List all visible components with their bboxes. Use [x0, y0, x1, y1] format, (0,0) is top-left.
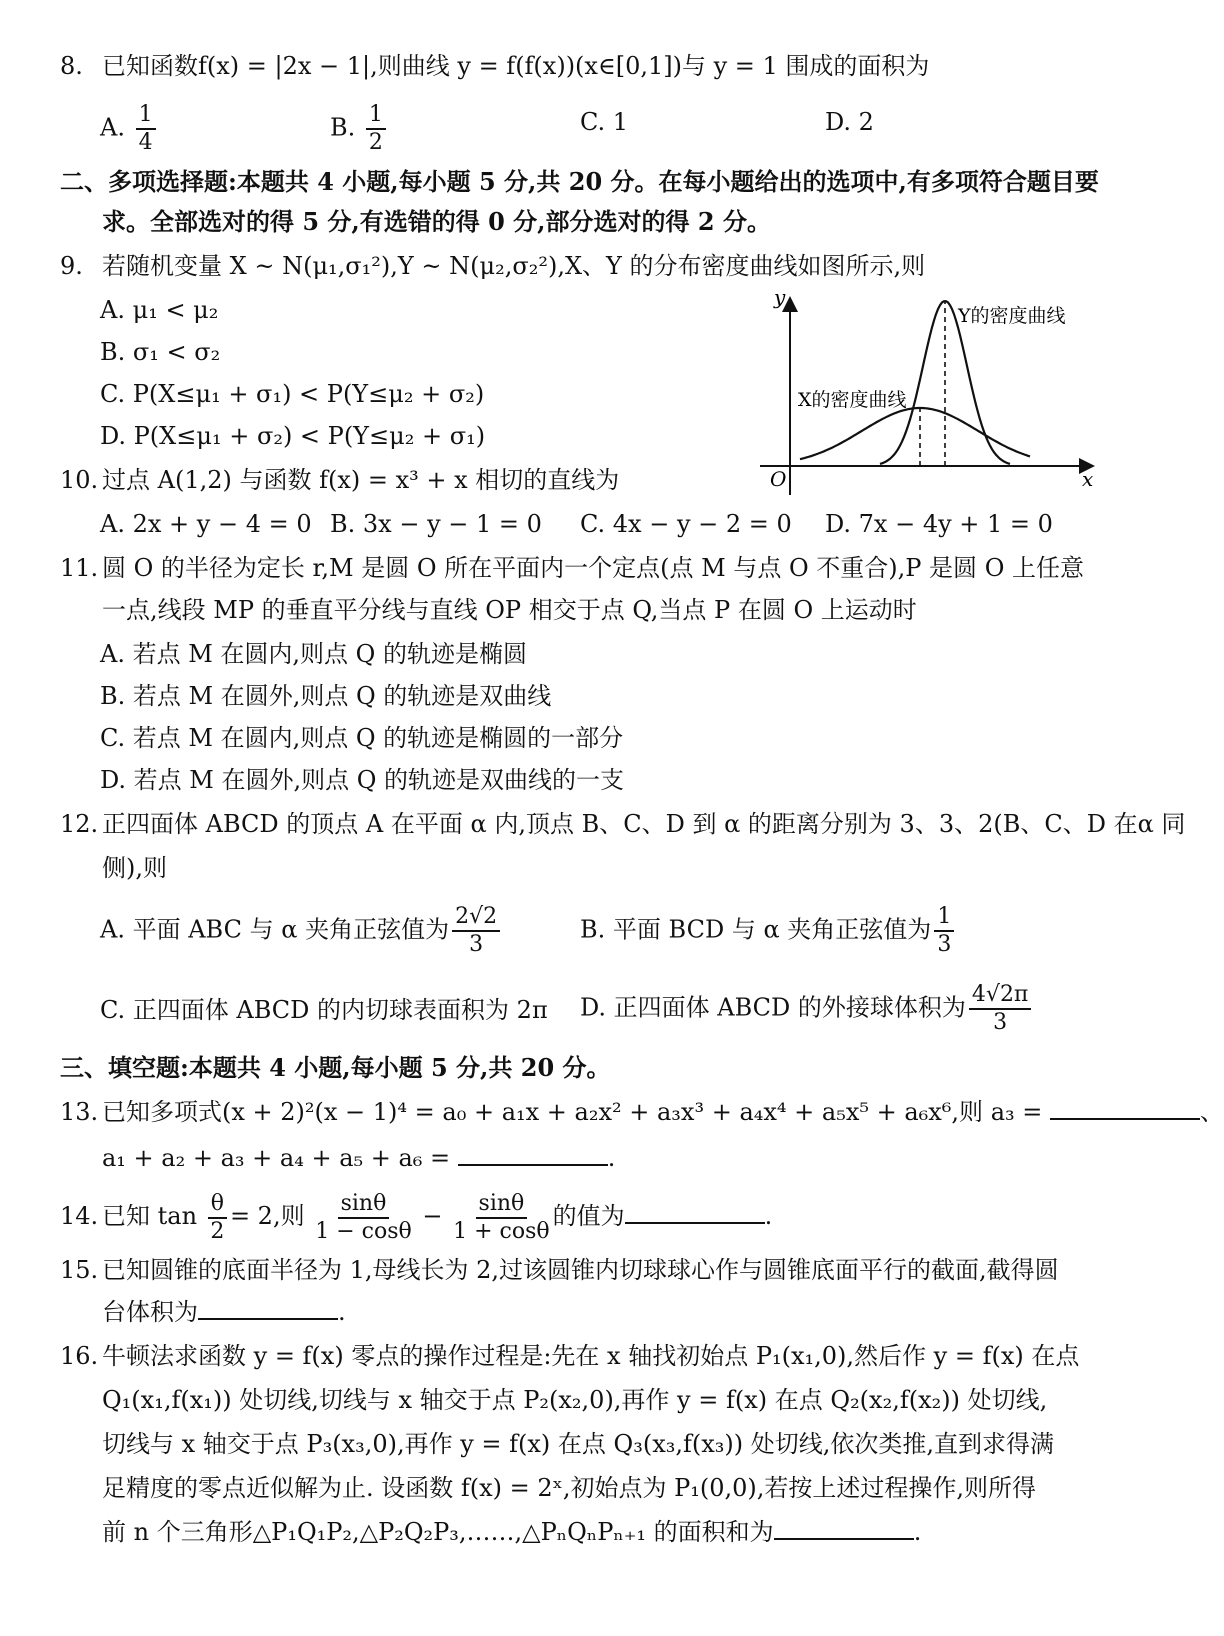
q8-stem: 已知函数f(x) = |2x − 1|,则曲线 y = f(f(x))(x∈[0,1])与 y = 1 围成的面积为 [102, 52, 930, 80]
q14-half-angle-fraction [208, 1190, 227, 1244]
q16-line5-end: . [913, 1518, 922, 1546]
q12-option-d [580, 984, 1034, 1034]
fraction-numerator: 2√2 [452, 906, 500, 932]
q9-option-a: A. μ₁ < μ₂ [100, 296, 219, 324]
fraction-numerator: 1 [934, 906, 954, 932]
q16-blank[interactable] [774, 1516, 914, 1540]
q11-line1 [60, 552, 1084, 584]
q11-line2: 一点,线段 MP 的垂直平分线与直线 OP 相交于点 Q,当点 P 在圆 O 上运动时 [102, 596, 917, 624]
q8-option-a-label: A. [100, 113, 125, 142]
q15-stem-line1: 已知圆锥的底面半径为 1,母线长为 2,过该圆锥内切球球心作与圆锥底面平行的截面,截得圆 [102, 1256, 1059, 1284]
q8-option-b-fraction [366, 104, 386, 154]
q13-line2-end: . [607, 1144, 616, 1172]
q9-stem: 若随机变量 X ~ N(μ₁,σ₁²),Y ~ N(μ₂,σ₂²),X、Y 的分布密度曲线如图所示,则 [102, 252, 926, 280]
q16-line3: 切线与 x 轴交于点 P₃(x₃,0),再作 y = f(x) 在点 Q₃(x₃,f(x₃)) 处切线,依次类推,直到求得满 [102, 1430, 1055, 1458]
q8-option-b-label: B. [330, 113, 356, 142]
q8-option-d [825, 106, 874, 138]
fraction-denominator: 3 [937, 932, 952, 957]
q14-line [60, 1190, 772, 1243]
fraction-numerator: 4√2π [969, 984, 1031, 1010]
q12-stem-line1: 正四面体 ABCD 的顶点 A 在平面 α 内,顶点 B、C、D 到 α 的距离分别为 3、3、2(B、C、D 在α 同 [102, 810, 1186, 838]
q8-option-a-fraction [136, 104, 156, 154]
x-density-curve [800, 408, 1030, 459]
fraction-denominator: 2 [368, 130, 383, 155]
q14-fraction-1 [315, 1190, 412, 1244]
section3-heading: 三、填空题:本题共 4 小题,每小题 5 分,共 20 分。 [60, 1053, 611, 1082]
q12-number: 12. [60, 810, 99, 838]
q11-option-d: D. 若点 M 在圆外,则点 Q 的轨迹是双曲线的一支 [100, 766, 625, 794]
q10-number: 10. [60, 466, 99, 494]
q10-stem: 过点 A(1,2) 与函数 f(x) = x³ + x 相切的直线为 [102, 466, 620, 494]
q12-option-a-fraction [452, 906, 500, 956]
q12-option-d-text: D. 正四面体 ABCD 的外接球体积为 [580, 993, 966, 1022]
q8-option-d-text: 2 [858, 108, 874, 136]
q15-number: 15. [60, 1256, 99, 1284]
fraction-denominator: 3 [993, 1010, 1008, 1035]
q12-option-b-text: B. 平面 BCD 与 α 夹角正弦值为 [580, 915, 932, 944]
q12-line1 [60, 808, 1185, 840]
q12-option-c: C. 正四面体 ABCD 的内切球表面积为 2π [100, 996, 548, 1024]
q12-line2: 侧),则 [102, 854, 167, 882]
q14-fraction-2 [453, 1190, 550, 1244]
fraction-denominator: 2 [210, 1218, 225, 1244]
q13-stem-line2: a₁ + a₂ + a₃ + a₄ + a₅ + a₆ = [102, 1144, 451, 1172]
q9-option-c: C. P(X≤μ₁ + σ₁) < P(Y≤μ₂ + σ₂) [100, 380, 485, 408]
q16-line1 [60, 1340, 1079, 1372]
q8-option-d-label: D. [825, 108, 852, 136]
q8-option-c-text: 1 [612, 108, 629, 136]
q10-stem-line [60, 464, 619, 496]
q11-number: 11. [60, 554, 99, 582]
q16-number: 16. [60, 1342, 99, 1370]
q12-option-b-fraction [934, 906, 954, 956]
q8-stem-line [60, 50, 929, 82]
q9-number: 9. [60, 252, 83, 280]
q16-stem-line5: 前 n 个三角形△P₁Q₁P₂,△P₂Q₂P₃,……,△PₙQₙPₙ₊₁ 的面积和为 [102, 1518, 774, 1546]
q11-stem-line1: 圆 O 的半径为定长 r,M 是圆 O 所在平面内一个定点(点 M 与点 O 不重合),P 是圆 O 上任意 [102, 554, 1084, 582]
q16-line4: 足精度的零点近似解为止. 设函数 f(x) = 2ˣ,初始点为 P₁(0,0),若按上述过程操作,则所得 [102, 1474, 1037, 1502]
q15-line2 [102, 1296, 346, 1328]
q14-pre-text: 已知 tan [102, 1202, 198, 1230]
q8-option-c-label: C. [580, 108, 606, 136]
q13-stem-line1: 已知多项式(x + 2)²(x − 1)⁴ = a₀ + a₁x + a₂x² + a₃x³ + a₄x⁴ + a₅x⁵ + a₆x⁶,则 a₃ = [102, 1098, 1043, 1126]
y-curve-label: Y的密度曲线 [958, 305, 1066, 327]
origin-label: O [770, 467, 787, 491]
q11-option-a: A. 若点 M 在圆内,则点 Q 的轨迹是椭圆 [100, 640, 527, 668]
q12-option-a [100, 906, 503, 956]
q10-option-d: D. 7x − 4y + 1 = 0 [825, 510, 1053, 538]
fraction-numerator: θ [208, 1193, 227, 1219]
q14-blank[interactable] [625, 1200, 765, 1224]
q14-number: 14. [60, 1202, 99, 1230]
fraction-denominator: 3 [469, 932, 484, 957]
section2-heading-line1: 二、多项选择题:本题共 4 小题,每小题 5 分,共 20 分。在每小题给出的选项中,有多项符合题目要 [60, 167, 1099, 196]
q10-option-c: C. 4x − y − 2 = 0 [580, 510, 792, 538]
density-curves-figure [760, 285, 1100, 505]
q13-blank-2[interactable] [458, 1142, 608, 1166]
q11-option-c: C. 若点 M 在圆内,则点 Q 的轨迹是椭圆的一部分 [100, 724, 624, 752]
fraction-denominator: 1 + cosθ [453, 1218, 550, 1244]
fraction-denominator: 4 [138, 130, 153, 155]
fraction-numerator: sinθ [338, 1193, 390, 1219]
q16-line5 [102, 1516, 921, 1548]
section2-heading-line2: 求。全部选对的得 5 分,有选错的得 0 分,部分选对的得 2 分。 [102, 207, 771, 236]
x-curve-label: X的密度曲线 [798, 389, 907, 411]
q16-line2: Q₁(x₁,f(x₁)) 处切线,切线与 x 轴交于点 P₂(x₂,0),再作 y = f(x) 在点 Q₂(x₂,f(x₂)) 处切线, [102, 1386, 1048, 1414]
y-axis-label: y [774, 285, 786, 309]
q16-stem-line1: 牛顿法求函数 y = f(x) 零点的操作过程是:先在 x 轴找初始点 P₁(x₁,0),然后作 y = f(x) 在点 [102, 1342, 1080, 1370]
q15-line2-end: . [338, 1298, 346, 1326]
q10-option-b: B. 3x − y − 1 = 0 [330, 510, 542, 538]
q12-option-d-fraction [969, 984, 1031, 1034]
q12-option-a-text: A. 平面 ABC 与 α 夹角正弦值为 [100, 915, 450, 944]
q8-option-b [330, 104, 389, 154]
x-axis-label: x [1082, 467, 1094, 491]
q15-line1 [60, 1254, 1059, 1286]
q15-blank[interactable] [198, 1296, 338, 1320]
q10-option-a: A. 2x + y − 4 = 0 [100, 510, 312, 538]
q14-mid-text: = 2,则 [229, 1202, 305, 1230]
q8-option-c [580, 106, 628, 138]
q13-line1 [60, 1096, 1224, 1128]
q14-end: . [764, 1202, 773, 1230]
q13-line2 [102, 1142, 615, 1174]
fraction-numerator: 1 [366, 104, 386, 130]
q13-number: 13. [60, 1098, 99, 1126]
q15-stem-line2: 台体积为 [102, 1298, 198, 1326]
fraction-denominator: 1 − cosθ [315, 1218, 412, 1244]
fraction-numerator: sinθ [476, 1193, 528, 1219]
q9-stem-line [60, 250, 925, 282]
q14-post-text: 的值为 [552, 1202, 625, 1230]
q14-minus: − [422, 1202, 443, 1230]
q12-option-b [580, 906, 957, 956]
q8-option-a [100, 104, 159, 154]
q11-option-b: B. 若点 M 在圆外,则点 Q 的轨迹是双曲线 [100, 682, 552, 710]
q13-line1-end: 、 [1200, 1098, 1224, 1126]
q9-option-d: D. P(X≤μ₁ + σ₂) < P(Y≤μ₂ + σ₁) [100, 422, 486, 450]
q13-blank-1[interactable] [1050, 1096, 1200, 1120]
q8-number: 8. [60, 52, 83, 80]
fraction-numerator: 1 [136, 104, 156, 130]
q9-option-b: B. σ₁ < σ₂ [100, 338, 221, 366]
